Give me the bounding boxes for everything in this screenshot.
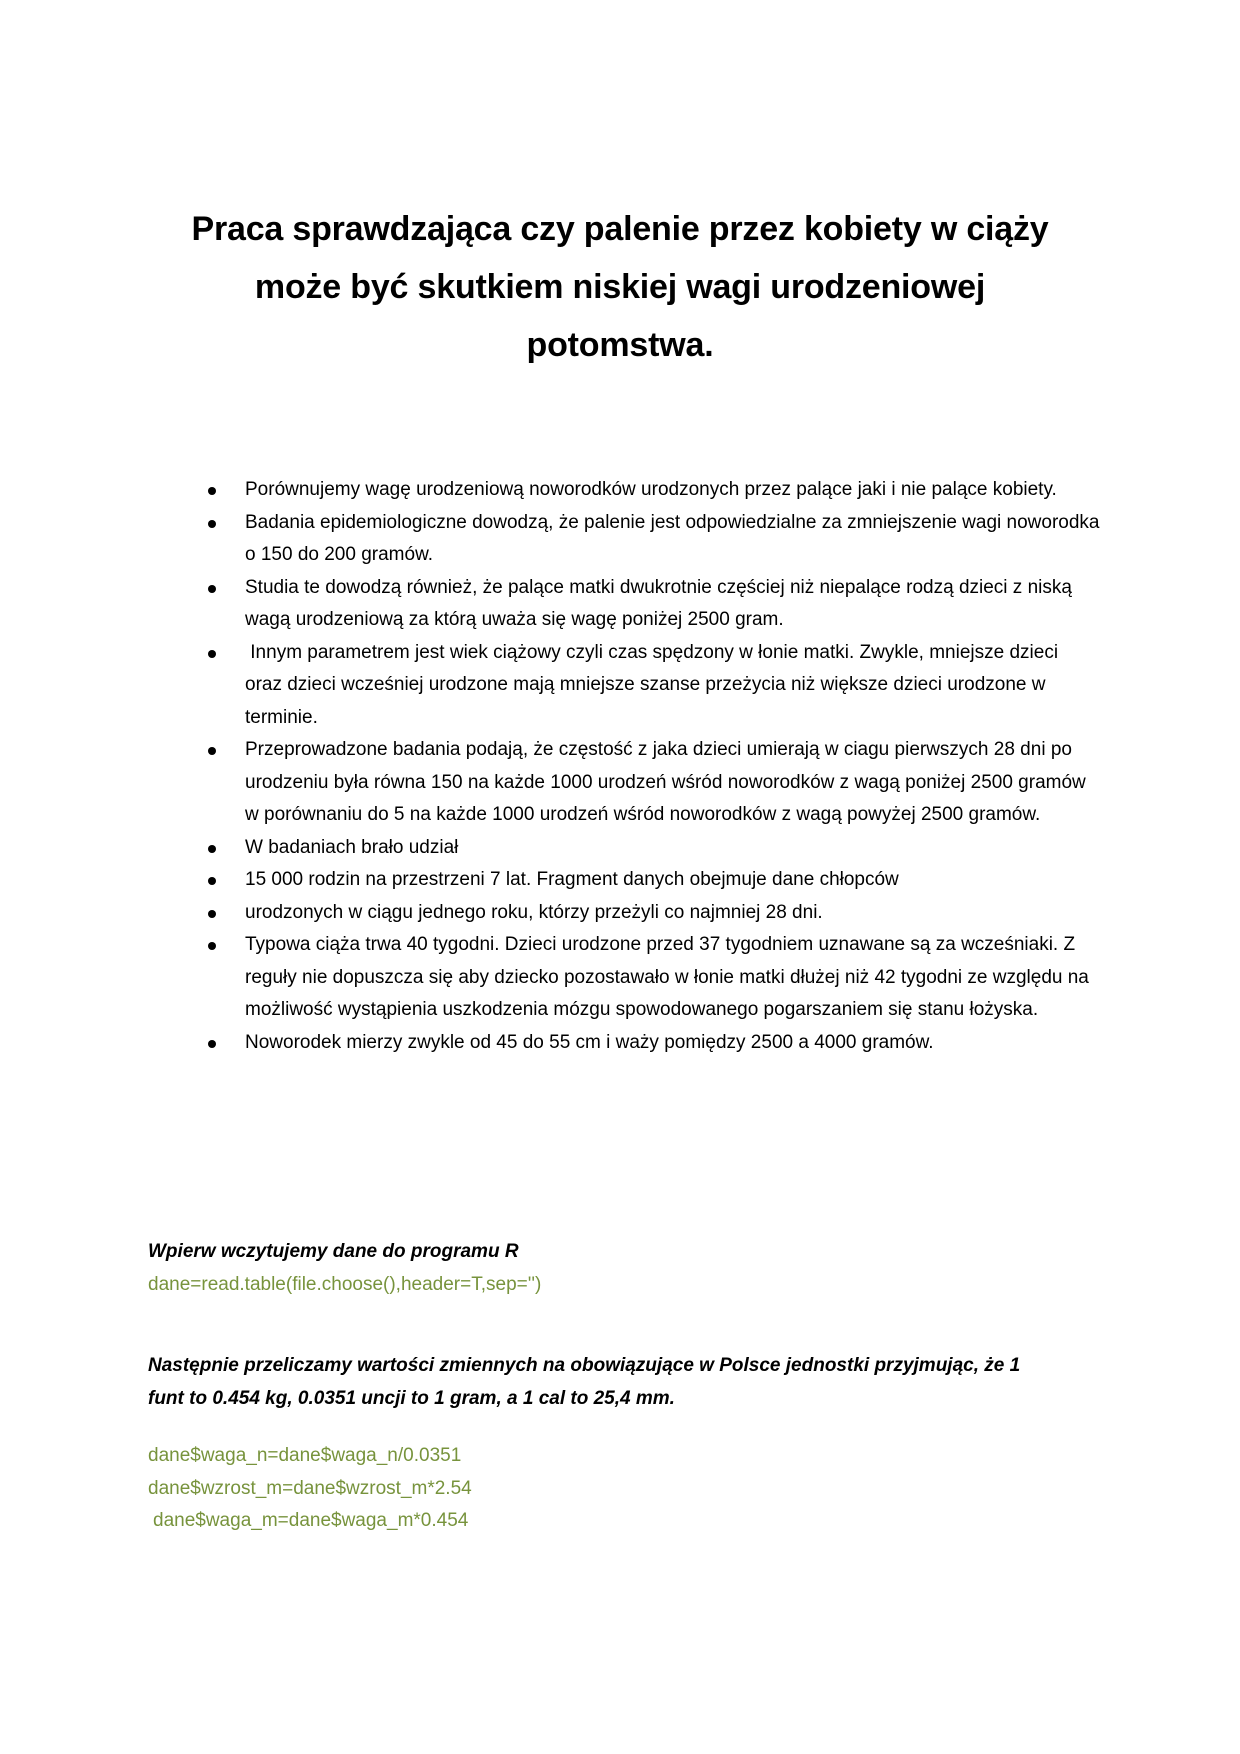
list-item-text: Noworodek mierzy zwykle od 45 do 55 cm i waży pomiędzy 2500 a 4000 gramów. xyxy=(245,1031,934,1053)
list-item xyxy=(200,929,1100,1027)
bullet-dot-icon xyxy=(208,910,216,918)
section-heading: Następnie przeliczamy wartości zmiennych na obowiązujące w Polsce jednostki przyjmując, że 1 xyxy=(148,1355,1021,1376)
code-line: dane=read.table(file.choose(),header=T,sep='') xyxy=(148,1273,542,1295)
section-heading: funt to 0.454 kg, 0.0351 uncji to 1 gram, a 1 cal to 25,4 mm. xyxy=(148,1387,675,1409)
list-item-text: Studia te dowodzą również, że palące matki dwukrotnie częściej niż niepalące rodzą dzieci z niską wagą urodzeniową za którą uważa się wagę poniżej 2500 gram. xyxy=(245,576,1072,630)
code-line: dane$wzrost_m=dane$wzrost_m*2.54 xyxy=(148,1477,472,1499)
load-data-section xyxy=(148,1236,1108,1301)
list-item-text: Porównujemy wagę urodzeniową noworodków urodzonych przez palące jaki i nie palące kobiety. xyxy=(245,479,1057,500)
bullet-dot-icon xyxy=(208,487,216,495)
list-item xyxy=(200,832,1100,865)
list-item-text: Innym parametrem jest wiek ciążowy czyli czas spędzony w łonie matki. Zwykle, mniejsze dzieci oraz dzieci wcześniej urodzone mają mniejsze szanse przeżycia niż większe dzieci urodzone w terminie. xyxy=(245,641,1064,728)
list-item-text: 15 000 rodzin na przestrzeni 7 lat. Fragment danych obejmuje dane chłopców xyxy=(245,869,899,890)
code-line: dane$waga_m=dane$waga_m*0.454 xyxy=(153,1510,469,1531)
conversion-section xyxy=(148,1350,1108,1415)
list-item xyxy=(200,572,1100,637)
title-line: może być skutkiem niskiej wagi urodzeniowej xyxy=(254,268,986,306)
list-item xyxy=(200,864,1100,897)
bullet-dot-icon xyxy=(208,1040,216,1048)
list-item xyxy=(200,897,1100,930)
bullet-dot-icon xyxy=(208,942,216,950)
code-line: dane$waga_n=dane$waga_n/0.0351 xyxy=(148,1445,462,1466)
conversion-code-block xyxy=(148,1440,1108,1538)
list-item xyxy=(200,637,1100,735)
bullet-dot-icon xyxy=(208,877,216,885)
document-title xyxy=(140,200,1100,374)
title-line: Praca sprawdzająca czy palenie przez kobiety w ciąży xyxy=(191,210,1049,248)
list-item xyxy=(200,507,1100,572)
bullet-dot-icon xyxy=(208,650,216,658)
list-item-text: urodzonych w ciągu jednego roku, którzy przeżyli co najmniej 28 dni. xyxy=(245,901,823,923)
list-item-text: Badania epidemiologiczne dowodzą, że palenie jest odpowiedzialne za zmniejszenie wagi noworodka o 150 do 200 gramów. xyxy=(245,511,1100,565)
bullet-dot-icon xyxy=(208,520,216,528)
list-item xyxy=(200,474,1100,507)
list-item-text: Przeprowadzone badania podają, że częstość z jaka dzieci umierają w ciagu pierwszych 28 dni po urodzeniu była równa 150 na każde 1000 urodzeń wśród noworodków z wagą poniżej 2500 gramów w porównaniu do 5 na każde 1000 urodzeń wśród noworodków z wagą powyżej 2500 gramów. xyxy=(245,739,1086,825)
list-item-text: W badaniach brało udział xyxy=(245,836,459,858)
list-item-text: Typowa ciąża trwa 40 tygodni. Dzieci urodzone przed 37 tygodniem uznawane są za wcześniaki. Z reguły nie dopuszcza się aby dziecko pozostawało w łonie matki dłużej niż 42 tygodni ze względu na możliwość wystąpienia uszkodzenia mózgu spowodowanego pogarszaniem się stanu łożyska. xyxy=(245,934,1089,1020)
bullet-dot-icon xyxy=(208,747,216,755)
list-item xyxy=(200,1027,1100,1060)
bullet-dot-icon xyxy=(208,585,216,593)
list-item xyxy=(200,734,1100,832)
section-heading: Wpierw wczytujemy dane do programu R xyxy=(148,1241,519,1262)
bullet-list xyxy=(200,474,1100,1059)
bullet-dot-icon xyxy=(208,845,216,853)
title-line: potomstwa. xyxy=(526,326,714,364)
